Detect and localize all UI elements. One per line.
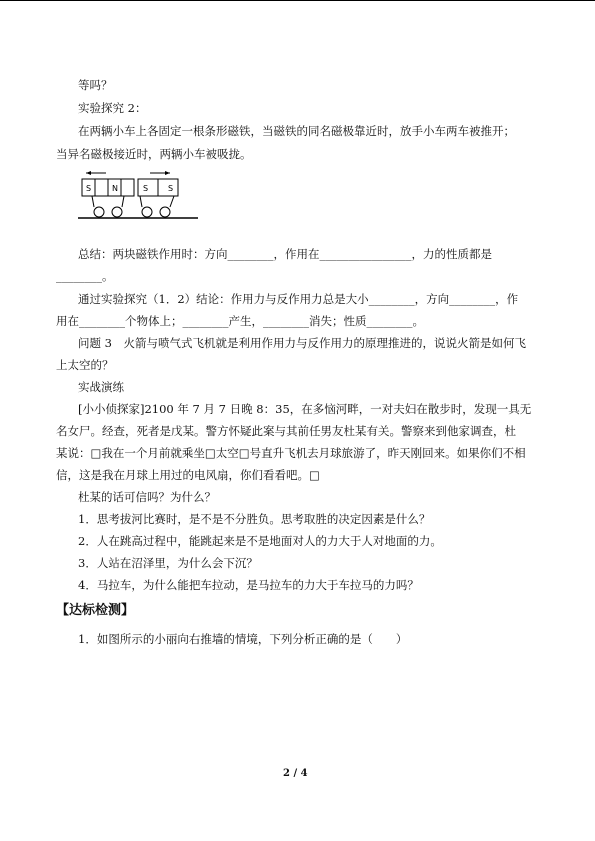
text-line: 名女尸。经查，死者是戊某。警方怀疑此案与其前任男友杜某有关。警察来到他家调查，杜 (56, 424, 516, 438)
conclusion-line: 通过实验探究（1．2）结论：作用力与反作用力总是大小________，方向________，作 (78, 292, 519, 306)
text-line: 等吗？ (78, 78, 113, 92)
arrow-left-icon (86, 171, 106, 175)
text-line: 信，这是我在月球上用过的电风扇，你们看看吧。□ (56, 468, 320, 482)
text-line: 在两辆小车上各固定一根条形磁铁，当磁铁的同名磁极靠近时，放手小车两车被推开； (78, 124, 515, 138)
test-question-1: 1．如图所示的小丽向右推墙的情境，下列分析正确的是（ ） (78, 632, 408, 646)
wheel (112, 207, 122, 217)
list-item: 3．人站在沼泽里，为什么会下沉？ (78, 556, 258, 570)
left-magnet-pole-label: S (86, 184, 92, 193)
right-magnet-pole-label: S (168, 184, 174, 193)
magnet-carts-figure (78, 168, 203, 226)
list-item: 1．思考拔河比赛时，是不是不分胜负。思考取胜的决定因素是什么？ (78, 512, 431, 526)
text-line: ________。 (56, 269, 114, 283)
wheel (94, 207, 104, 217)
experiment-2-title: 实验探究 2： (78, 101, 147, 115)
section-heading: 【达标检测】 (56, 603, 135, 618)
wheel (160, 207, 170, 217)
text-line: 当异名磁极接近时，两辆小车被吸拢。 (56, 147, 252, 161)
summary-line: 总结：两块磁铁作用时：方向________，作用在________________，力的性质都是 (78, 247, 492, 261)
text-line: 杜某的话可信吗？为什么？ (78, 490, 216, 504)
practice-title: 实战演练 (78, 380, 124, 394)
right-magnet-pole-label: S (143, 184, 149, 193)
text-line: 用在________个物体上；________产生，________消失；性质________。 (56, 314, 424, 328)
page-number: 2 / 4 (283, 768, 308, 779)
question-3: 问题 3 火箭与喷气式飞机就是利用作用力与反作用力的原理推进的，说说火箭是如何飞 (78, 336, 526, 350)
wheel (142, 207, 152, 217)
list-item: 2．人在跳高过程中，能跳起来是不是地面对人的力大于人对地面的力。 (78, 534, 442, 548)
header-rule (0, 0, 595, 1)
list-item: 4．马拉车，为什么能把车拉动，是马拉车的力大于车拉马的力吗？ (78, 578, 419, 592)
left-magnet-pole-label: N (112, 184, 118, 193)
text-line: 上太空的？ (56, 358, 114, 372)
detective-story: [小小侦探家]2100 年 7 月 7 日晚 8：35，在多恼河畔，一对夫妇在散步时，发现一具无 (78, 402, 532, 416)
arrow-right-icon (150, 171, 170, 175)
text-line: 某说：□我在一个月前就乘坐□太空□号直升飞机去月球旅游了，昨天刚回来。如果你们不相 (56, 446, 526, 460)
